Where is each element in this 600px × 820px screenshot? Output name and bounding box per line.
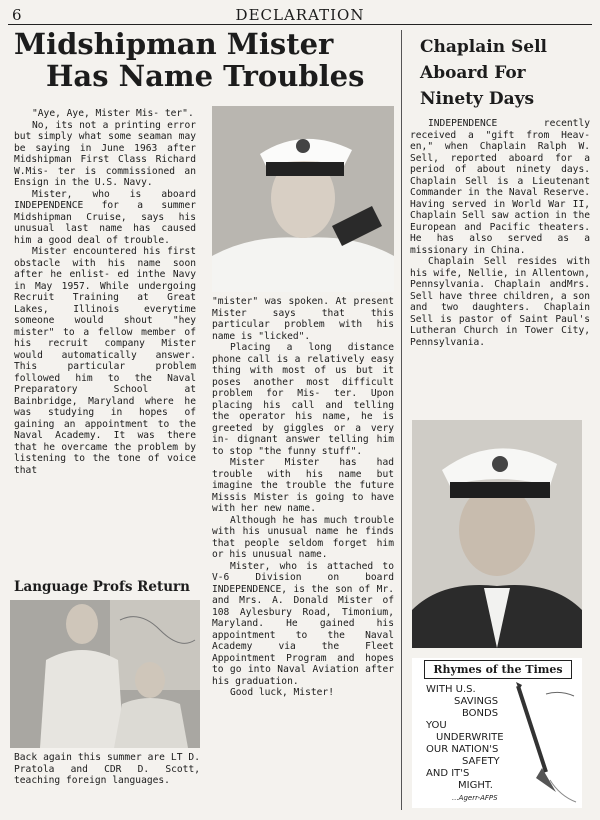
column-divider <box>401 30 402 810</box>
rhymes-verse <box>426 684 504 804</box>
language-profs-headline: Language Profs Return <box>14 579 190 595</box>
officers-photo-icon <box>10 600 200 748</box>
story-column-2 <box>212 296 394 699</box>
paragraph: Mister Mister has had trouble with his name but imagine the trouble the future Missis Mister is going to have with her new name. <box>212 457 394 514</box>
paragraph: No, its not a printing error but simply what some seaman may be saying in June 1963 after Midshipman First Class Richard W.Mis- ter is commissioned an Ensign in the U.S. Navy. <box>14 119 196 188</box>
midshipman-photo <box>212 106 394 292</box>
verse-line: AND IT'S <box>426 768 470 779</box>
verse-line: SAFETY <box>462 756 500 767</box>
rhymes-title: Rhymes of the Times <box>424 660 572 679</box>
rhymes-ad <box>412 658 582 808</box>
ad-credit: ...Agerr-AFPS <box>452 794 498 802</box>
verse-line: MIGHT. <box>458 780 493 791</box>
headline-line-2: Has Name Troubles <box>46 59 365 94</box>
rocket-icon <box>516 682 580 806</box>
language-profs-photo <box>10 600 200 748</box>
verse-line: YOU <box>426 720 447 731</box>
paragraph: INDEPENDENCE recently received a "gift from Heav- en," when Chaplain Ralph W. Sell, reported aboard for a period of about ninety days. Chaplain Sell is a Lieutenant Commander in the Naval Reserve. Having served in World War II, Chaplain Sell saw action in the European and Pacific theaters. He has also served as a missionary in China. <box>410 118 590 256</box>
chaplain-headline-line-3: Ninety Days <box>420 89 535 109</box>
paragraph: Mister encountered his first obstacle with his name soon after he enlist- ed inthe Navy in May 1957. While undergoing Recruit Training at Great Lakes, Illinois everytime someone would shout "hey mister" to a fellow member of his recruit company Mister would automatically answer. This particular problem followed him to the Naval Preparatory School at Bainbridge, Maryland where he was studying in hopes of gaining an appointment to the Naval Academy. It was there that he overcame the problem by listening to the tone of voice that <box>14 246 196 476</box>
top-rule <box>8 24 592 25</box>
chaplain-headline-line-1: Chaplain Sell <box>420 37 548 57</box>
paragraph: Chaplain Sell resides with his wife, Nellie, in Allentown, Pennsylvania. Chaplain andMrs. Sell have three children, a son and two daughters. Chaplain Sell is pastor of Saint Paul's Lutheran Church in Tower City, Pennsylvania. <box>410 256 590 348</box>
verse-line: UNDERWRITE <box>436 732 504 743</box>
chaplain-photo <box>412 420 582 648</box>
verse-line: OUR NATION'S <box>426 744 499 755</box>
headline-line-1: Midshipman Mister <box>14 27 334 61</box>
chaplain-headline <box>420 34 590 112</box>
verse-line: WITH U.S. <box>426 684 476 695</box>
paragraph: Placing a long distance phone call is a relatively easy thing with most of us but it poses another most difficult problem for Mis- ter. Upon placing his call and telling the operator his name, he is greeted by giggles or a very in- dignant answer telling him to stop "the funny stuff". <box>212 342 394 457</box>
verse-line: BONDS <box>462 708 499 719</box>
main-headline <box>14 28 394 93</box>
verse-line: SAVINGS <box>454 696 499 707</box>
paragraph: Mister, who is attached to V-6 Division on board INDEPENDENCE, is the son of Mr. and Mrs. A. Donald Mister of 108 Aylesbury Road, Timonium, Maryland. He gained his appointment to the Naval Academy via the Fleet Appointment Program and hopes to go into Naval Aviation after his graduation. <box>212 560 394 687</box>
page-number: 6 <box>12 6 22 24</box>
language-profs-caption: Back again this summer are LT D. Pratola and CDR D. Scott, teaching foreign languages. <box>14 752 200 786</box>
masthead: DECLARATION <box>235 6 365 24</box>
chaplain-headline-line-2: Aboard For <box>420 63 526 83</box>
chaplain-portrait-icon <box>412 420 582 648</box>
midshipman-portrait-icon <box>212 106 394 292</box>
chaplain-story <box>410 118 590 348</box>
paragraph: "mister" was spoken. At present Mister says that this particular problem with his name is "licked". <box>212 296 394 342</box>
paragraph: Mister, who is aboard INDEPENDENCE for a summer Midshipman Cruise, says his unusual last name has caused him a good deal of trouble. <box>14 188 196 246</box>
paragraph: Good luck, Mister! <box>230 687 334 698</box>
story-column-1 <box>14 108 196 476</box>
paragraph: "Aye, Aye, Mister Mis- ter". <box>32 108 194 119</box>
paragraph: Although he has much trouble with his unusual name he finds that people seldom forget him or his unusual name. <box>212 514 394 560</box>
